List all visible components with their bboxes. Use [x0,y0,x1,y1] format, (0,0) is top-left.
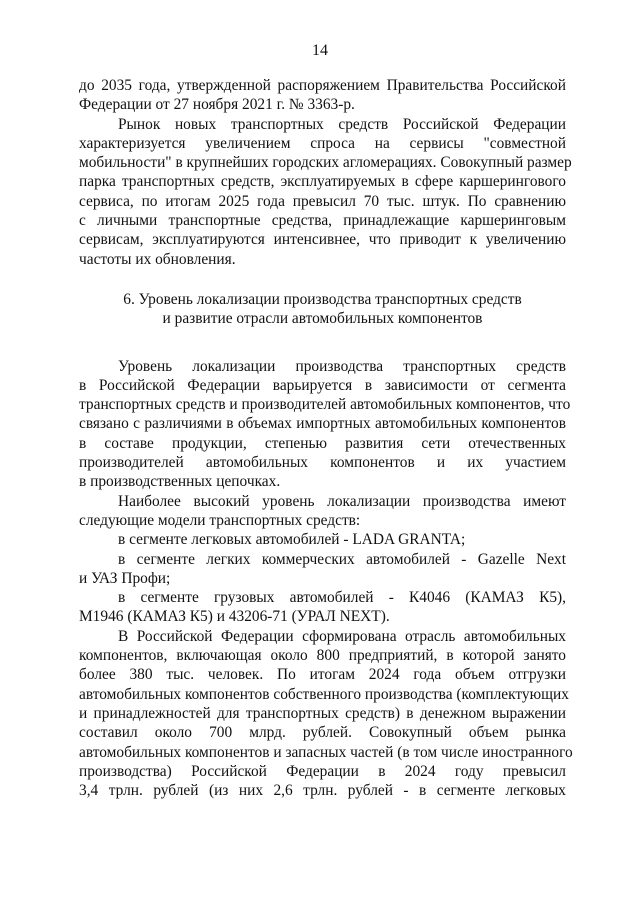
text-line: в сегменте легковых автомобилей - LADA GRANTA; [118,531,466,549]
text-line: М1946 (КАМАЗ К5) и 43206-71 (УРАЛ NEXT). [79,608,390,626]
text-line: сервисам, эксплуатируются интенсивнее, что приводит к увеличению [79,231,566,249]
text-line: мобильности" в крупнейших городских агломерациях. Совокупный размер [79,154,572,172]
text-line: В Российской Федерации сформирована отрасль автомобильных [118,627,566,645]
text-line: в производственных цепочках. [79,473,281,491]
text-line: в сегменте легких коммерческих автомобилей - Gazelle Next [118,550,566,568]
text-line: автомобильных компонентов и запасных частей (в том числе иностранного [79,743,573,761]
text-line: в составе продукции, степенью развития сети отечественных [79,434,566,452]
text-line: транспортных средств и производителей автомобильных компонентов, что [79,396,571,414]
paragraph-strategy-reference [79,76,566,115]
text-line: характеризуется увеличением спроса на сервисы "совместной [79,134,566,152]
text-line: составил около 700 млрд. рублей. Совокупный объем рынка [79,724,566,742]
text-line: автомобильных компонентов собственного производства (комплектующих [79,685,569,703]
text-line: следующие модели транспортных средств: [79,511,361,529]
list-item-trucks [79,588,566,627]
text-line: 3,4 трлн. рублей (из них 2,6 трлн. рублей - в сегменте легковых [79,782,566,800]
text-line: связано с различиями в объемах импортных автомобильных компонентов [79,415,566,433]
text-line: Уровень локализации производства транспортных средств [118,357,566,375]
list-item-light-commercial [79,550,566,589]
text-line: производителей автомобильных компонентов и их участием [79,454,566,472]
text-line: Федерации от 27 ноября 2021 г. № 3363-р. [79,96,355,114]
text-line: более 380 тыс. человек. По итогам 2024 года объем отгрузки [79,666,566,684]
text-line: Наиболее высокий уровень локализации производства имеют [118,492,566,510]
heading-line: и развитие отрасли автомобильных компонентов [162,310,483,328]
document-body [79,76,573,800]
text-line: компонентов, включающая около 800 предприятий, в которой занято [79,647,566,665]
paragraph-auto-components-industry [79,627,573,801]
text-line: Рынок новых транспортных средств Российской Федерации [118,115,566,133]
section-heading [79,290,566,329]
text-line: и принадлежностей для транспортных средств) в денежном выражении [79,704,566,722]
list-item-passenger-cars [79,530,566,549]
text-line: производства) Российской Федерации в 2024 году превысил [79,762,566,780]
paragraph-carsharing-market [79,115,572,269]
paragraph-localization-level [79,357,571,492]
text-line: сервиса, по итогам 2025 года превысил 70 тыс. штук. По сравнению [79,192,566,210]
text-line: в сегменте грузовых автомобилей - К4046 (КАМАЗ К5), [118,589,566,607]
page-number: 14 [312,42,328,59]
text-line: частоты их обновления. [79,250,236,268]
text-line: в Российской Федерации варьируется в зависимости от сегмента [79,376,566,394]
text-line: парка транспортных средств, эксплуатируемых в сфере каршерингового [79,173,566,191]
paragraph-top-models-intro [79,492,566,531]
text-line: с личными транспортные средства, принадлежащие каршеринговым [79,212,566,230]
text-line: и УАЗ Профи; [79,569,171,587]
heading-line: 6. Уровень локализации производства транспортных средств [123,290,522,308]
text-line: до 2035 года, утвержденной распоряжением Правительства Российской [79,77,566,94]
